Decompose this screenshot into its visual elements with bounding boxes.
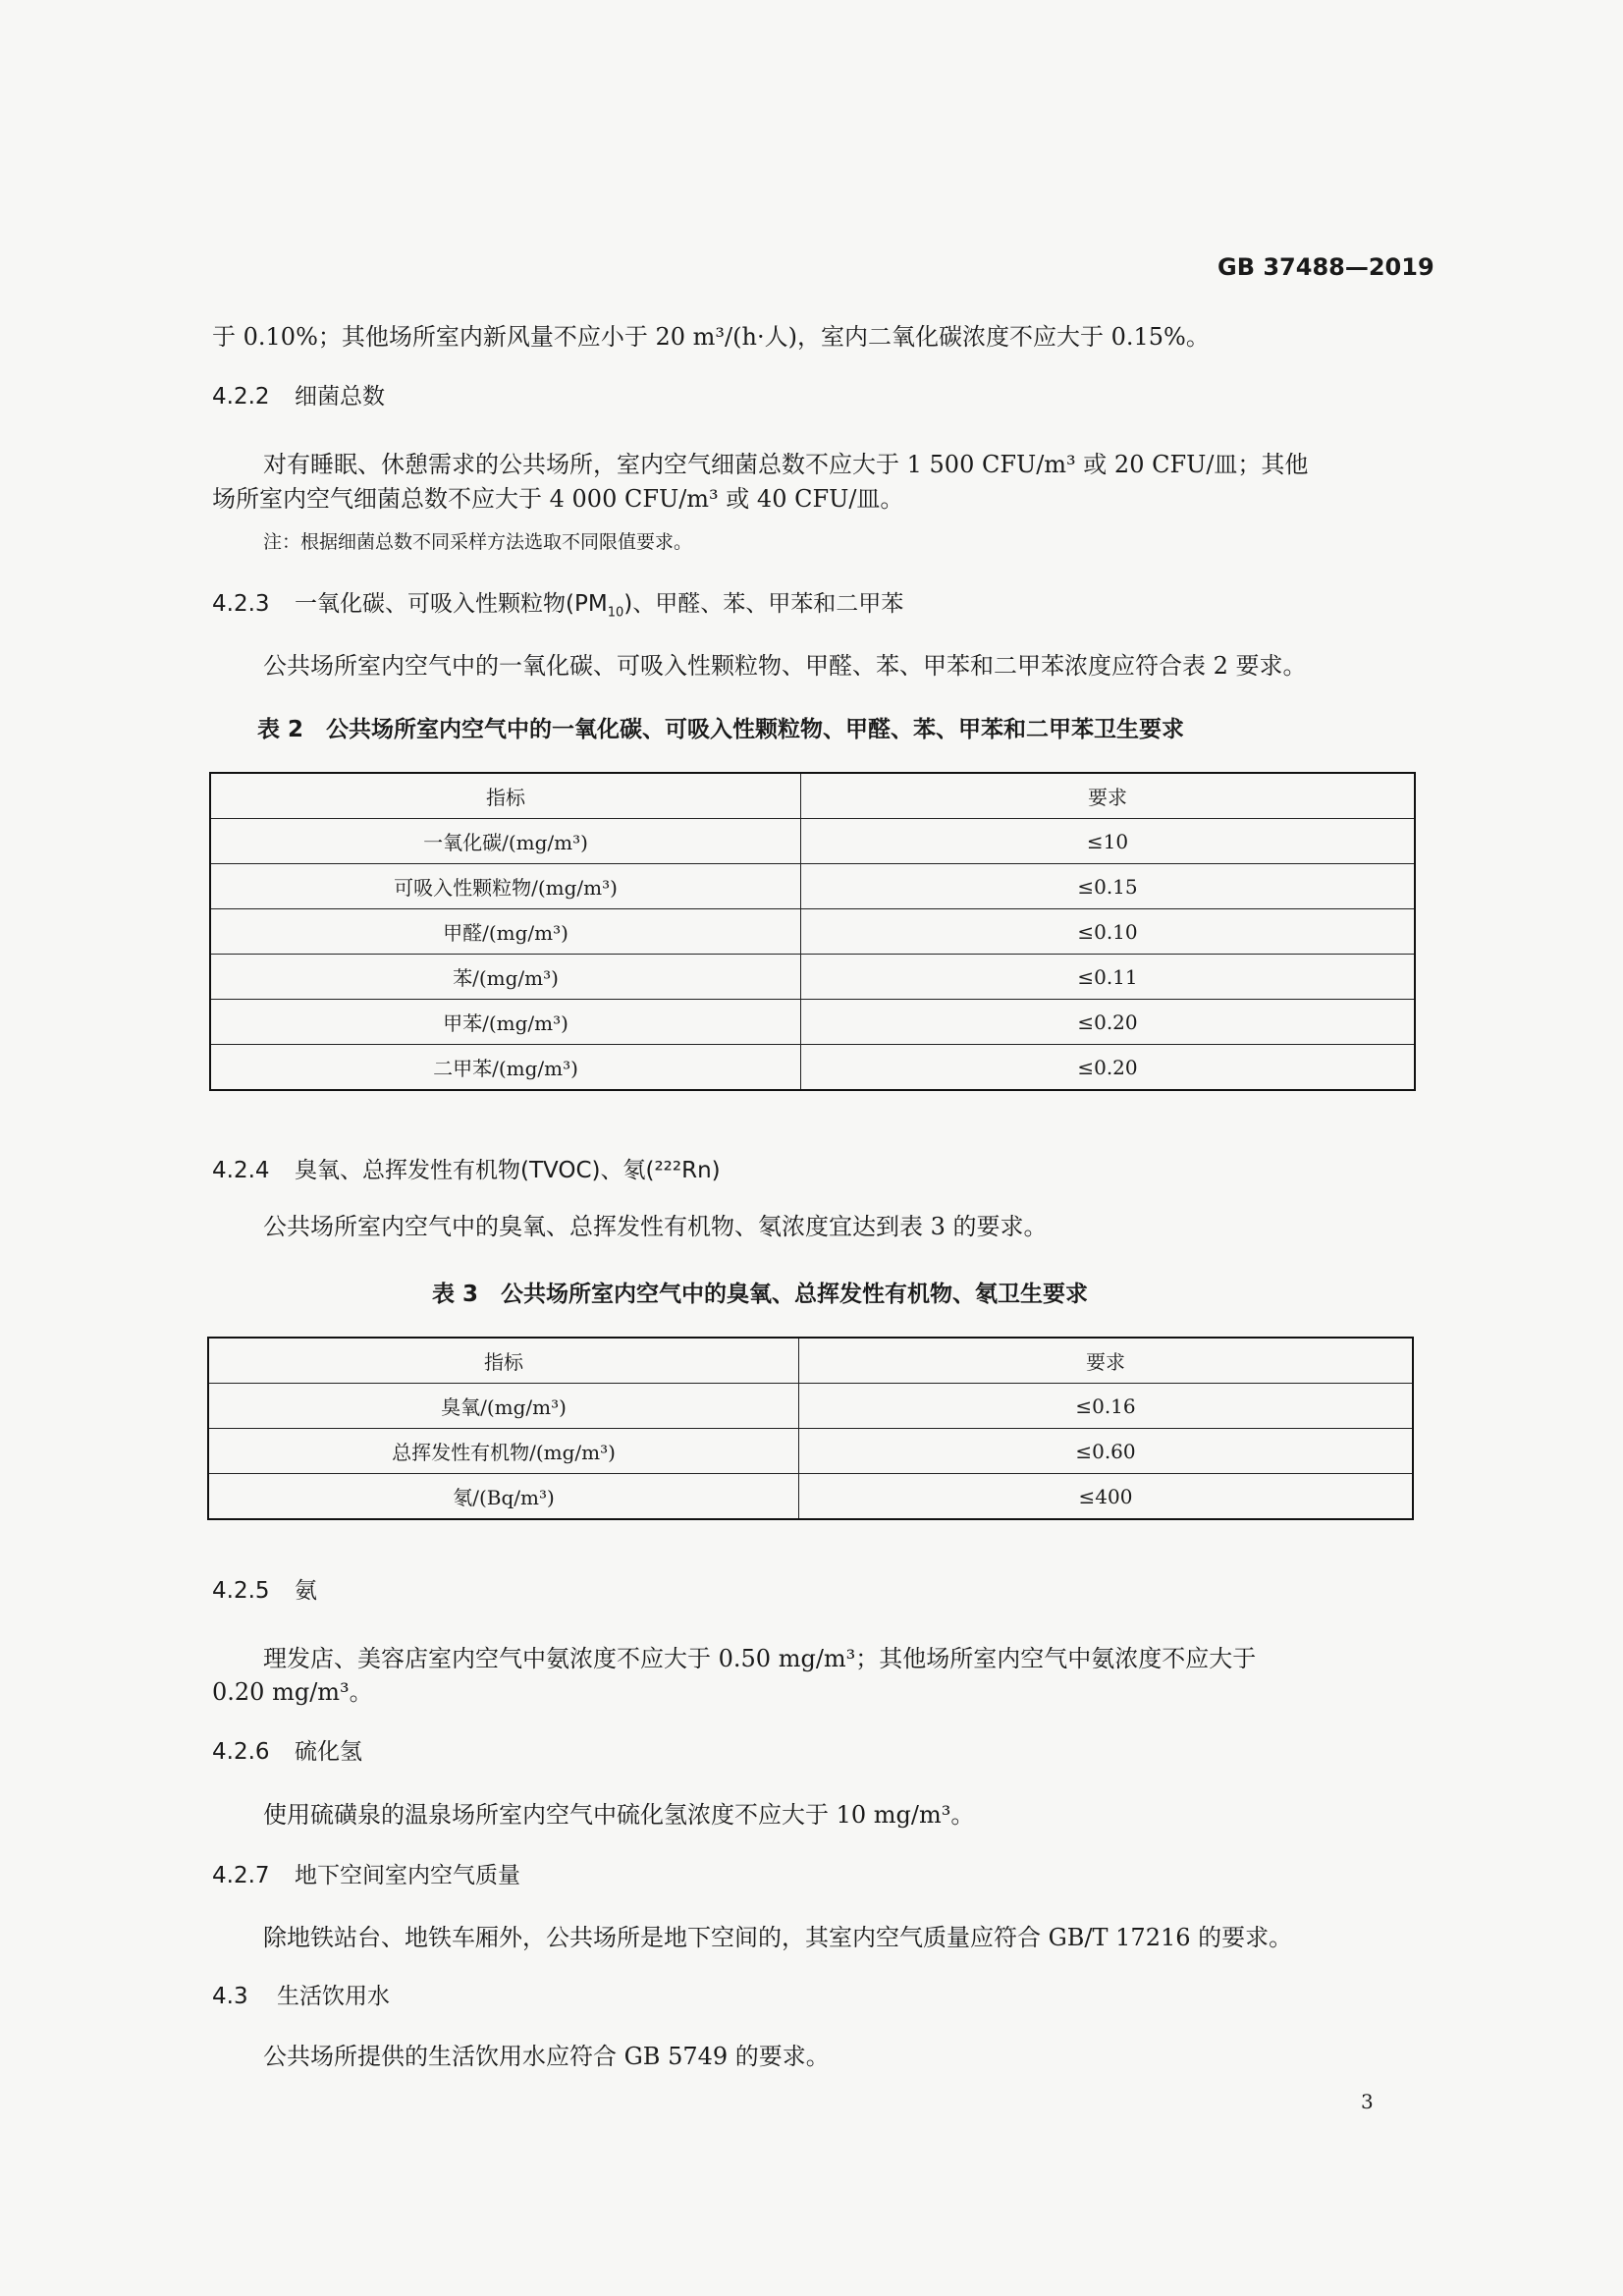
indicator-cell: 可吸入性颗粒物/(mg/m³) xyxy=(210,864,801,909)
section-heading-4-2-6: 4.2.6 硫化氢 xyxy=(212,1739,362,1765)
paragraph: 对有睡眠、休憩需求的公共场所，室内空气细菌总数不应大于 1 500 CFU/m³ 或 20 CFU/皿；其他 xyxy=(263,451,1309,478)
table-row xyxy=(210,864,1415,909)
table-row xyxy=(210,1000,1415,1045)
requirement-cell: ≤0.20 xyxy=(801,1045,1416,1091)
section-heading-4-2-2: 4.2.2 细菌总数 xyxy=(212,384,385,410)
indicator-cell: 一氧化碳/(mg/m³) xyxy=(210,819,801,864)
paragraph: 0.20 mg/m³。 xyxy=(212,1678,373,1706)
paragraph: 场所室内空气细菌总数不应大于 4 000 CFU/m³ 或 40 CFU/皿。 xyxy=(212,485,904,513)
indicator-cell: 甲醛/(mg/m³) xyxy=(210,909,801,955)
table-3-caption: 表 3 公共场所室内空气中的臭氧、总挥发性有机物、氡卫生要求 xyxy=(432,1282,1089,1307)
paragraph: 使用硫磺泉的温泉场所室内空气中硫化氢浓度不应大于 10 mg/m³。 xyxy=(263,1801,975,1829)
table-row xyxy=(210,1045,1415,1091)
requirement-cell: ≤400 xyxy=(799,1474,1414,1520)
paragraph: 理发店、美容店室内空气中氨浓度不应大于 0.50 mg/m³；其他场所室内空气中氨浓度不应大于 xyxy=(263,1645,1257,1672)
table-header-row xyxy=(210,773,1415,819)
requirement-cell: ≤10 xyxy=(801,819,1416,864)
table-2-caption: 表 2 公共场所室内空气中的一氧化碳、可吸入性颗粒物、甲醛、苯、甲苯和二甲苯卫生要求 xyxy=(257,717,1185,742)
requirement-cell: ≤0.60 xyxy=(799,1429,1414,1474)
table-row xyxy=(210,909,1415,955)
section-heading-4-2-7: 4.2.7 地下空间室内空气质量 xyxy=(212,1863,520,1888)
indicator-cell: 臭氧/(mg/m³) xyxy=(208,1384,799,1429)
indicator-cell: 氡/(Bq/m³) xyxy=(208,1474,799,1520)
requirement-cell: ≤0.10 xyxy=(801,909,1416,955)
section-heading-4-2-5: 4.2.5 氨 xyxy=(212,1578,317,1604)
requirement-cell: ≤0.20 xyxy=(801,1000,1416,1045)
requirement-cell: ≤0.15 xyxy=(801,864,1416,909)
standard-number: GB 37488—2019 xyxy=(1217,253,1434,281)
paragraph: 除地铁站台、地铁车厢外，公共场所是地下空间的，其室内空气质量应符合 GB/T 17216 的要求。 xyxy=(263,1924,1293,1951)
requirement-cell: ≤0.16 xyxy=(799,1384,1414,1429)
table-row xyxy=(208,1384,1413,1429)
section-heading-4-2-3: 4.2.3 一氧化碳、可吸入性颗粒物$(PM_{10})$、甲醛、苯、甲苯和二甲苯 xyxy=(212,591,904,621)
table-row xyxy=(208,1429,1413,1474)
table-2 xyxy=(209,772,1416,1091)
indicator-cell: 甲苯/(mg/m³) xyxy=(210,1000,801,1045)
indicator-cell: 苯/(mg/m³) xyxy=(210,955,801,1000)
indicator-cell: 总挥发性有机物/(mg/m³) xyxy=(208,1429,799,1474)
paragraph: 公共场所室内空气中的臭氧、总挥发性有机物、氡浓度宜达到表 3 的要求。 xyxy=(263,1213,1048,1240)
paragraph: 公共场所室内空气中的一氧化碳、可吸入性颗粒物、甲醛、苯、甲苯和二甲苯浓度应符合表 2 要求。 xyxy=(263,652,1307,680)
indicator-cell: 二甲苯/(mg/m³) xyxy=(210,1045,801,1091)
table-row xyxy=(208,1474,1413,1520)
header-cell: 要求 xyxy=(799,1338,1414,1384)
requirement-cell: ≤0.11 xyxy=(801,955,1416,1000)
paragraph: 于 0.10%；其他场所室内新风量不应小于 20 m³/(h·人)，室内二氧化碳浓度不应大于 0.15%。 xyxy=(212,323,1210,351)
header-cell: 指标 xyxy=(210,773,801,819)
header-cell: 要求 xyxy=(801,773,1416,819)
note: 注：根据细菌总数不同采样方法选取不同限值要求。 xyxy=(263,531,693,553)
table-header-row xyxy=(208,1338,1413,1384)
header-cell: 指标 xyxy=(208,1338,799,1384)
paragraph: 公共场所提供的生活饮用水应符合 GB 5749 的要求。 xyxy=(263,2043,830,2070)
table-row xyxy=(210,955,1415,1000)
page-number: 3 xyxy=(1361,2090,1374,2113)
section-heading-4-3: 4.3 生活饮用水 xyxy=(212,1984,390,2009)
table-row xyxy=(210,819,1415,864)
table-3 xyxy=(207,1337,1414,1520)
section-heading-4-2-4: 4.2.4 臭氧、总挥发性有机物(TVOC)、氡(²²²Rn) xyxy=(212,1158,721,1183)
